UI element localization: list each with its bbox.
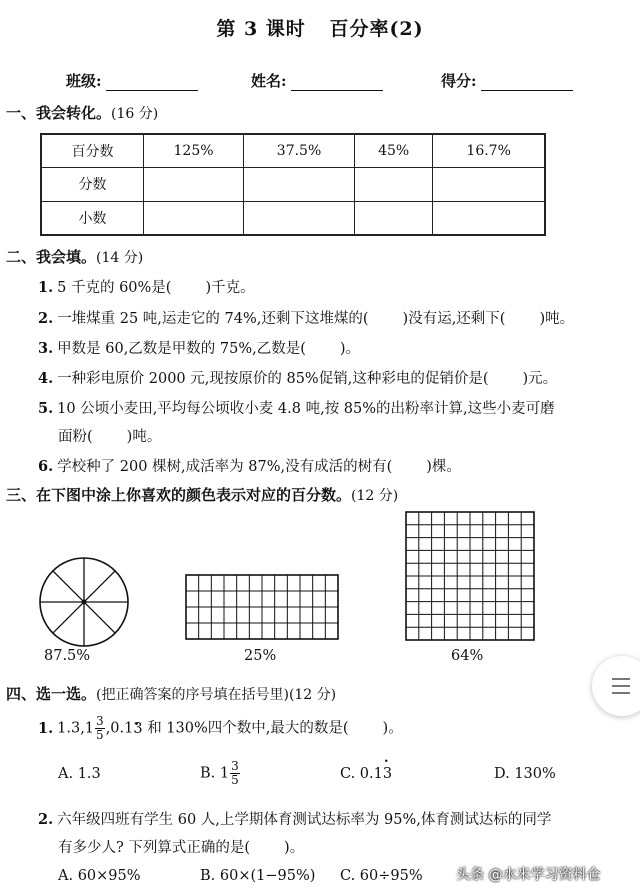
option-c[interactable] xyxy=(340,766,392,782)
question-text: )棵。 xyxy=(426,459,461,475)
square-grid-label: 64% xyxy=(451,648,484,664)
question-text: 面粉( xyxy=(58,429,93,445)
option-text: B. 1 xyxy=(200,765,230,782)
name-blank[interactable] xyxy=(291,76,383,91)
option-a[interactable]: A. 1.3 xyxy=(58,766,101,782)
repeating-digit: • 3 xyxy=(133,721,142,737)
question-text: 甲数是 60,乙数是甲数的 75%,乙数是( xyxy=(57,341,306,357)
question-2-5 xyxy=(38,397,555,418)
score-label: 得分: xyxy=(441,72,477,90)
class-field xyxy=(66,70,198,91)
question-text: 10 公顷小麦田,平均每公顷收小麦 4.8 吨,按 85%的出粉率计算,这些小麦可磨 xyxy=(57,401,555,417)
watermark: 头条 @水米学习资料仓 xyxy=(456,867,601,883)
fraction xyxy=(95,715,105,742)
score-field xyxy=(441,70,573,91)
question-4-2 xyxy=(38,808,551,829)
question-2-1 xyxy=(38,276,255,297)
table-row xyxy=(41,168,545,201)
section-2-title: 二、我会填。 xyxy=(6,248,97,266)
question-text: 一种彩电原价 2000 元,现按原价的 85%促销,这种彩电的促销价是( xyxy=(57,371,489,387)
question-number: 5. xyxy=(38,400,54,417)
table-cell: 16.7% xyxy=(433,134,545,168)
option-a[interactable]: A. 60×95% xyxy=(58,868,141,884)
menu-icon xyxy=(612,685,630,687)
section-2-heading xyxy=(6,246,143,267)
section-1-title: 一、我会转化。 xyxy=(6,104,112,122)
rect-grid-label: 25% xyxy=(244,648,277,664)
name-label: 姓名: xyxy=(251,72,287,90)
question-text: 一堆煤重 25 吨,运走它的 74%,还剩下这堆煤的( xyxy=(57,311,369,327)
section-3-heading xyxy=(6,484,398,505)
question-text: )元。 xyxy=(522,371,558,387)
class-blank[interactable] xyxy=(106,76,198,91)
square-grid-diagram[interactable] xyxy=(405,511,535,641)
question-text: 学校种了 200 棵树,成活率为 87%,没有成活的树有( xyxy=(57,459,393,475)
section-1-heading xyxy=(6,102,158,123)
row-label: 分数 xyxy=(41,168,144,201)
question-text: )千克。 xyxy=(205,280,255,296)
table-row xyxy=(41,201,545,235)
menu-icon xyxy=(612,678,630,680)
fraction xyxy=(230,760,240,787)
question-number: 2. xyxy=(38,811,54,828)
table-cell: 37.5% xyxy=(244,134,355,168)
question-text: )吨。 xyxy=(539,311,575,327)
question-4-2-cont xyxy=(58,836,304,857)
question-text: )没有运,还剩下( xyxy=(402,311,506,327)
question-2-2 xyxy=(38,307,574,328)
fraction-numerator: 3 xyxy=(96,714,104,728)
question-number: 1. xyxy=(38,279,54,296)
question-2-5-cont xyxy=(58,425,161,446)
floating-menu-button[interactable] xyxy=(592,656,640,716)
question-number: 6. xyxy=(38,458,54,475)
option-b[interactable] xyxy=(200,760,241,787)
repeating-digit: • 3 xyxy=(383,766,392,782)
row-label: 小数 xyxy=(41,201,144,235)
table-row xyxy=(41,134,545,168)
question-text: )。 xyxy=(339,341,361,357)
question-text: )吨。 xyxy=(126,429,162,445)
question-text: 5 千克的 60%是( xyxy=(57,280,172,296)
question-number: 2. xyxy=(38,310,54,327)
circle-diagram[interactable] xyxy=(38,556,130,648)
section-4-hint: (把正确答案的序号填在括号里)(12 分) xyxy=(96,687,337,703)
page-title xyxy=(0,14,640,41)
question-text: ,0.1 xyxy=(105,720,134,737)
answer-cell[interactable] xyxy=(354,201,432,235)
question-text: 六年级四班有学生 60 人,上学期体育测试达标率为 95%,体育测试达标的同学 xyxy=(57,812,552,828)
class-label: 班级: xyxy=(66,72,102,90)
section-4-title: 四、选一选。 xyxy=(6,685,97,703)
answer-cell[interactable] xyxy=(144,168,244,201)
question-2-4 xyxy=(38,367,557,388)
section-3-points: (12 分) xyxy=(351,488,399,504)
answer-cell[interactable] xyxy=(433,201,545,235)
question-number: 1. xyxy=(38,719,54,737)
conversion-table xyxy=(40,133,546,236)
score-blank[interactable] xyxy=(481,76,573,91)
question-4-1 xyxy=(38,715,403,742)
section-2-points: (14 分) xyxy=(96,250,144,266)
option-d[interactable]: D. 130% xyxy=(494,766,556,782)
lesson-topic: 百分率(2) xyxy=(329,18,424,40)
answer-cell[interactable] xyxy=(244,168,355,201)
lesson-number: 第 3 课时 xyxy=(216,18,306,40)
option-text: C. 0.1 xyxy=(340,766,383,782)
answer-cell[interactable] xyxy=(144,201,244,235)
question-text: 有多少人? 下列算式正确的是( xyxy=(58,840,251,856)
name-field xyxy=(251,70,383,91)
answer-cell[interactable] xyxy=(354,168,432,201)
question-text: )。 xyxy=(284,840,305,856)
question-text: 1.3,1 xyxy=(57,720,95,737)
fraction-denominator: 5 xyxy=(96,728,104,742)
option-c[interactable]: C. 60÷95% xyxy=(340,868,423,884)
option-b[interactable]: B. 60×(1−95%) xyxy=(200,868,316,884)
question-2-6 xyxy=(38,455,461,476)
question-number: 4. xyxy=(38,370,54,387)
menu-icon xyxy=(612,692,630,694)
question-2-3 xyxy=(38,337,360,358)
answer-cell[interactable] xyxy=(244,201,355,235)
fraction-denominator: 5 xyxy=(231,773,239,787)
section-4-heading xyxy=(6,683,336,704)
section-3-title: 三、在下图中涂上你喜欢的颜色表示对应的百分数。 xyxy=(6,486,352,504)
rect-grid-diagram[interactable] xyxy=(185,574,339,640)
row-label: 百分数 xyxy=(41,134,144,168)
question-text: 和 130%四个数中,最大的数是( xyxy=(142,720,349,737)
table-cell: 125% xyxy=(144,134,244,168)
fraction-numerator: 3 xyxy=(231,759,239,773)
answer-cell[interactable] xyxy=(433,168,545,201)
question-text: )。 xyxy=(382,720,403,737)
circle-label: 87.5% xyxy=(44,648,91,664)
table-cell: 45% xyxy=(354,134,432,168)
question-number: 3. xyxy=(38,340,54,357)
section-1-points: (16 分) xyxy=(111,106,159,122)
